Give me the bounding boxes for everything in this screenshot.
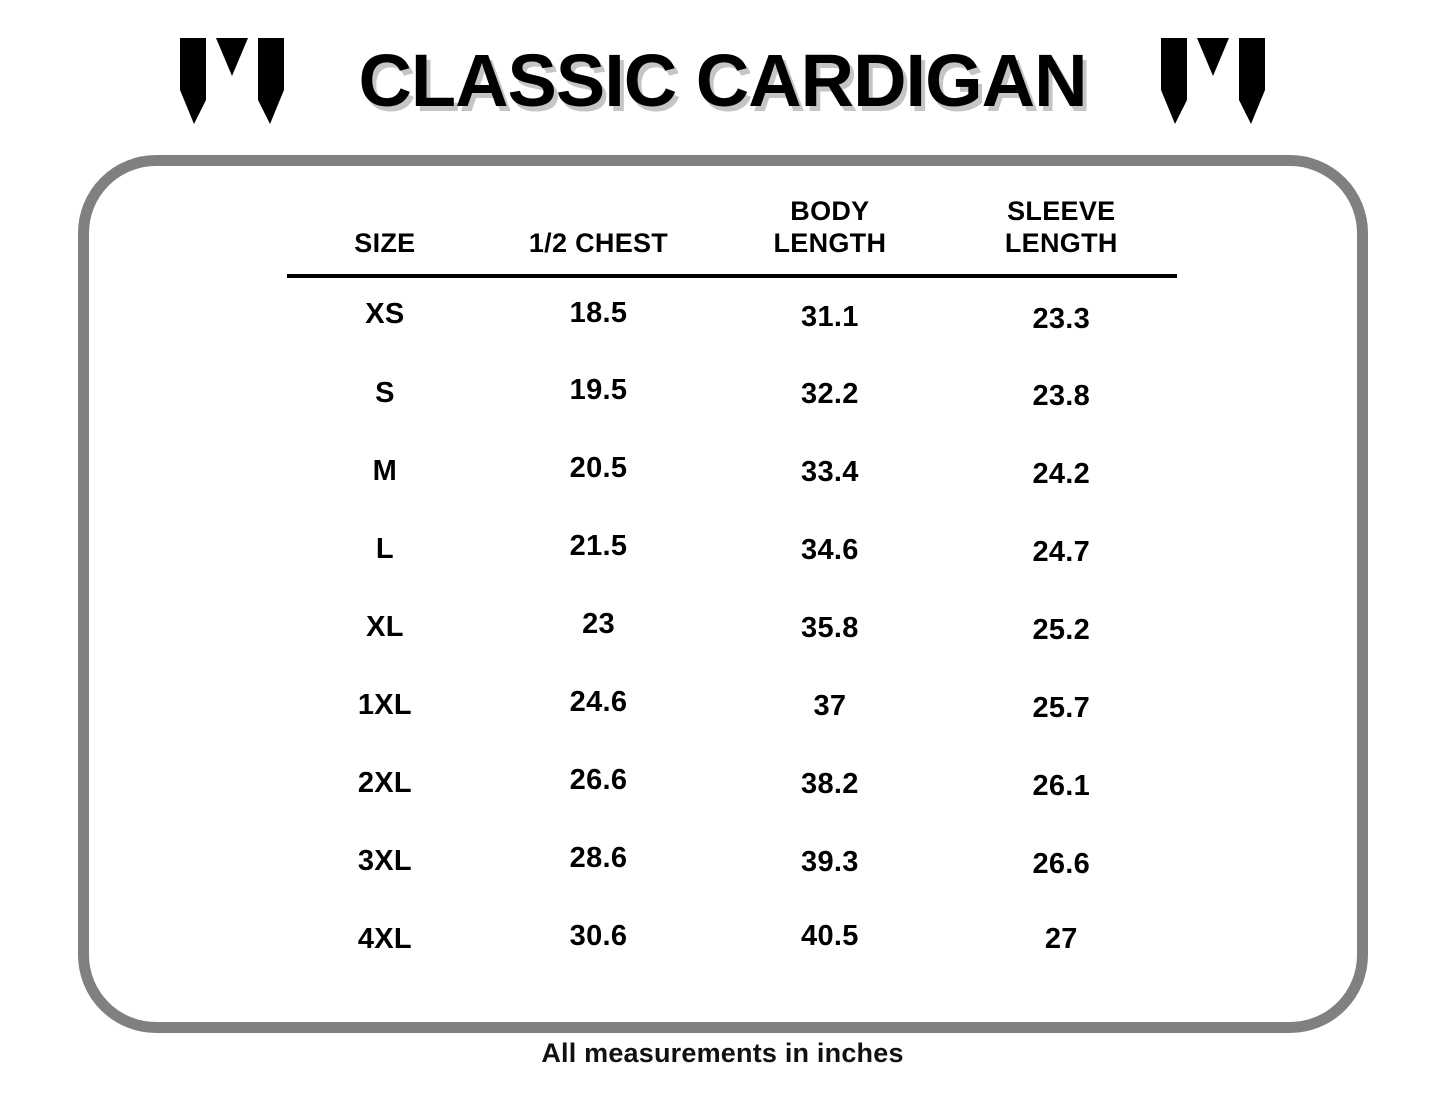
- page-title: CLASSIC CARDIGAN: [358, 39, 1087, 122]
- cell-sleeve-length: 23.3: [1032, 302, 1091, 335]
- brand-logo-left-icon: [180, 38, 284, 124]
- column-header-body-length-line1: BODY: [790, 196, 870, 227]
- cell-body-length: 33.4: [801, 455, 859, 488]
- table-row: [287, 354, 1177, 432]
- table-body: [287, 276, 1177, 978]
- cell-sleeve-length: 23.8: [1032, 379, 1091, 412]
- cell-sleeve-length: 26.1: [1032, 769, 1091, 802]
- cell-half-chest: 24.6: [569, 685, 628, 718]
- size-table-wrapper: [287, 180, 1177, 978]
- cell-half-chest: 23: [582, 607, 615, 640]
- column-header-size-line1: SIZE: [354, 228, 416, 259]
- cell-size: XL: [366, 610, 404, 643]
- cell-body-length: 37: [813, 689, 847, 722]
- cell-half-chest: 30.6: [569, 919, 628, 952]
- cell-half-chest: 21.5: [569, 529, 628, 562]
- column-header-sleeve-length: [946, 180, 1177, 276]
- cell-sleeve-length: 25.7: [1032, 691, 1091, 724]
- column-header-size: [287, 180, 483, 276]
- cell-half-chest: 18.5: [569, 296, 628, 329]
- cell-size: XS: [365, 297, 405, 330]
- cell-size: 1XL: [357, 688, 412, 721]
- table-row: [287, 666, 1177, 744]
- cell-body-length: 35.8: [801, 611, 859, 644]
- table-header-row: [287, 180, 1177, 276]
- cell-body-length: 40.5: [801, 919, 859, 952]
- cell-size: 3XL: [357, 844, 412, 877]
- header: [0, 26, 1445, 136]
- size-table: [287, 180, 1177, 978]
- table-row: [287, 900, 1177, 978]
- cell-size: 2XL: [357, 766, 412, 799]
- measurement-note: All measurements in inches: [541, 1038, 904, 1068]
- cell-size: L: [375, 532, 394, 565]
- table-row: [287, 432, 1177, 510]
- cell-body-length: 31.1: [801, 300, 859, 333]
- cell-body-length: 39.3: [801, 845, 859, 878]
- cell-sleeve-length: 27: [1044, 922, 1078, 955]
- column-header-body-length: [714, 180, 945, 276]
- cell-sleeve-length: 24.7: [1032, 535, 1091, 568]
- table-row: [287, 276, 1177, 354]
- column-header-sleeve-length-line1: SLEEVE: [1007, 196, 1116, 227]
- table-row: [287, 744, 1177, 822]
- cell-half-chest: 20.5: [569, 451, 628, 484]
- cell-size: M: [372, 454, 398, 487]
- cell-body-length: 34.6: [801, 533, 859, 566]
- cell-sleeve-length: 26.6: [1032, 847, 1091, 880]
- column-header-sleeve-length-line2: LENGTH: [1004, 228, 1118, 259]
- table-row: [287, 822, 1177, 900]
- cell-size: S: [375, 376, 395, 409]
- cell-body-length: 32.2: [801, 377, 859, 410]
- cell-half-chest: 26.6: [569, 763, 628, 796]
- table-header: [287, 180, 1177, 276]
- table-row: [287, 510, 1177, 588]
- column-header-half-chest: [483, 180, 714, 276]
- cell-body-length: 38.2: [801, 767, 859, 800]
- column-header-body-length-line2: LENGTH: [773, 228, 887, 259]
- cell-sleeve-length: 25.2: [1032, 613, 1091, 646]
- cell-half-chest: 28.6: [569, 841, 628, 874]
- cell-size: 4XL: [357, 922, 412, 955]
- cell-sleeve-length: 24.2: [1032, 457, 1091, 490]
- brand-logo-right-icon: [1161, 38, 1265, 124]
- cell-half-chest: 19.5: [569, 373, 628, 406]
- table-row: [287, 588, 1177, 666]
- column-header-half-chest-line1: 1/2 CHEST: [528, 228, 669, 259]
